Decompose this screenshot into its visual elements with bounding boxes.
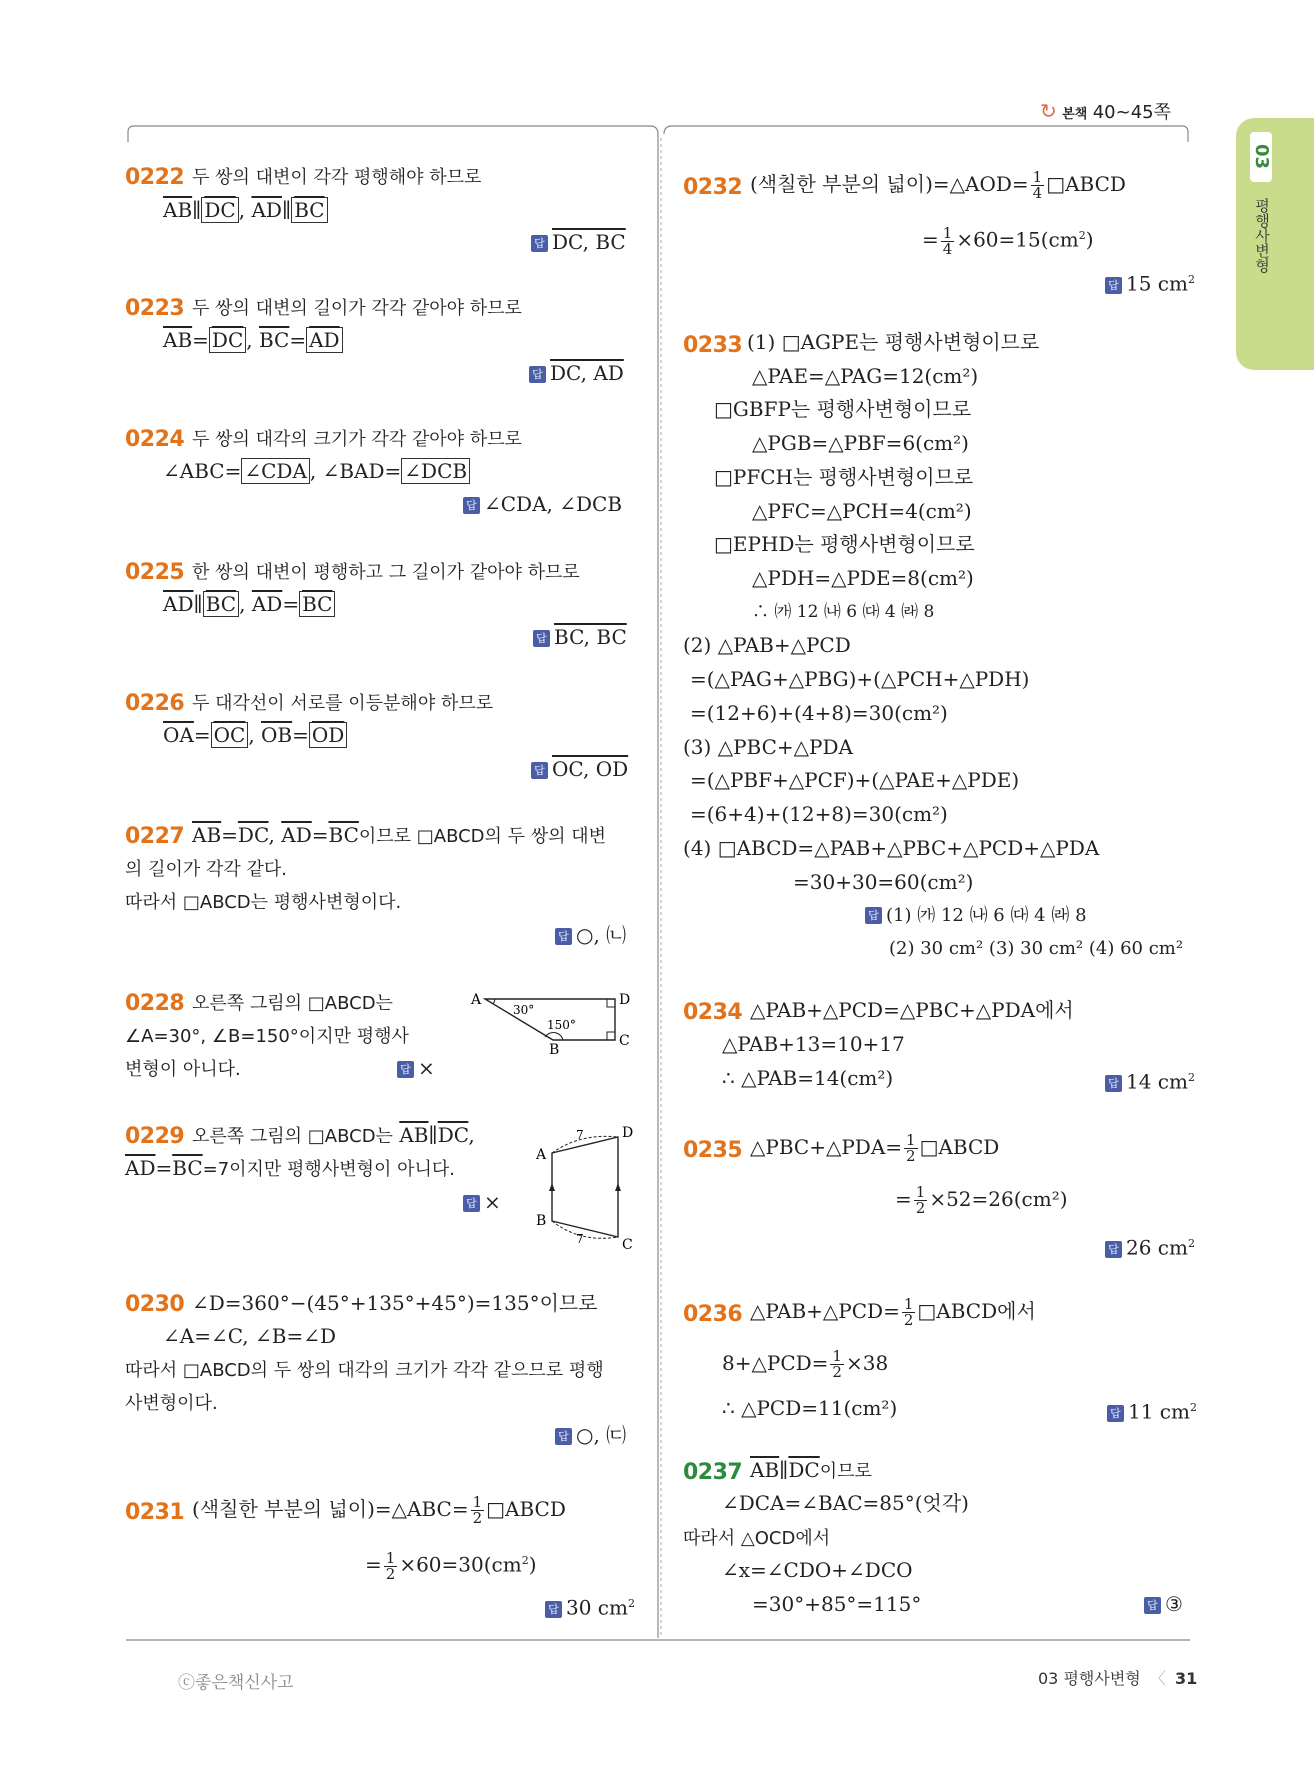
text-line: 따라서 □ABCD의 두 쌍의 대각의 크기가 각각 같으므로 평행 (125, 1360, 604, 1381)
answer-badge-icon: 답 (1105, 1075, 1122, 1092)
vertex-label: A (471, 992, 482, 1008)
text-line: ∠D=360°−(45°+135°+45°)=135°이므로 (192, 1291, 598, 1315)
problem-number: 0223 (125, 296, 185, 321)
text-line: 변형이 아니다. (125, 1059, 241, 1080)
text-line: 오른쪽 그림의 □ABCD는 (192, 1126, 393, 1147)
formula-line: $\overline{AB}= \overline{DC}$ , $\overline{BC}= \overline{AD}$ (163, 326, 343, 354)
text-line: (2) △PAB+△PCD (683, 633, 851, 657)
answer: 답 14 $cm^2$ (1105, 1064, 1195, 1096)
length-label: 7 (576, 1128, 584, 1142)
vertex-label: B (536, 1213, 547, 1229)
problem-number: 0235 (683, 1138, 743, 1163)
chapter-tab (1236, 118, 1314, 370)
answer: 답 ○, ㈂ (555, 1421, 626, 1449)
curved-arrow-icon: ↻ (1040, 99, 1057, 123)
answer: 답 × (463, 1188, 501, 1216)
problem-number: 0234 (683, 1000, 743, 1025)
text-line: △PAE=△PAG=12(cm²) (752, 364, 979, 388)
text-line: □EPHD는 평행사변형이므로 (714, 532, 975, 556)
vertex-label: C (622, 1237, 633, 1253)
text-line: (1) □AGPE는 평행사변형이므로 (747, 330, 1040, 354)
text-line: =30+30=60(cm²) (793, 870, 974, 894)
problem-number: 0227 (125, 824, 185, 849)
text-line: 오른쪽 그림의 □ABCD는 (192, 993, 393, 1014)
text-line: △PAB+△PCD= (750, 1299, 900, 1323)
vertex-label: B (549, 1042, 560, 1055)
text-line: =(6+4)+(12+8)=30(cm²) (690, 802, 948, 826)
footer-chapter: 03 평행사변형 〈 31 (1038, 1669, 1198, 1688)
answer-badge-icon: 답 (1144, 1597, 1161, 1614)
formula-line: $\overline{AD}\parallel$ $\overline{BC}$ , $\overline{AD}= \overline{BC}$ (163, 590, 335, 618)
problem-number: 0230 (125, 1292, 185, 1317)
answer-badge-icon: 답 (555, 1428, 572, 1445)
angle-label: 30° (513, 1003, 535, 1017)
text-line: =(12+6)+(4+8)=30(cm²) (690, 701, 948, 725)
vertex-label: D (622, 1125, 634, 1141)
text-line: △PAB+13=10+17 (722, 1032, 905, 1056)
text-line: 따라서 △OCD에서 (683, 1528, 831, 1549)
fraction: $\frac{1}{2}$ (906, 1131, 916, 1165)
problem-number: 0232 (683, 175, 743, 200)
text-line: ∠DCA=∠BAC=85°(엇각) (722, 1491, 969, 1515)
answer-badge-icon: 답 (531, 235, 548, 252)
text-line: 의 길이가 각각 같다. (125, 859, 287, 880)
figure-0228 (465, 985, 645, 1055)
page-number: 31 (1174, 1669, 1198, 1688)
answer-badge-icon: 답 (529, 366, 546, 383)
text-line: △PGB=△PBF=6(cm²) (752, 431, 969, 455)
text-line: 한 쌍의 대변이 평행하고 그 길이가 같아야 하므로 (192, 562, 580, 583)
publisher-mark: ⓒ좋은책신사고 (178, 1673, 294, 1693)
answer: 답 DC, AD (529, 359, 624, 387)
text-line: ×60=15(cm (956, 227, 1079, 252)
problem-number: 0233 (683, 333, 743, 358)
problem-number: 0222 (125, 165, 185, 190)
answer-badge-icon: 답 (545, 1601, 562, 1618)
text-line: (4) □ABCD=△PAB+△PBC+△PCD+△PDA (683, 836, 1100, 860)
answer-badge-icon: 답 (555, 928, 572, 945)
answer-badge-icon: 답 (1105, 277, 1122, 294)
length-label: 7 (576, 1232, 584, 1246)
answer-badge-icon: 답 (463, 497, 480, 514)
problem-number: 0224 (125, 427, 185, 452)
answer: 답 OC, OD (531, 755, 628, 783)
text-line: ∴ △PCD=11(cm²) (722, 1396, 898, 1420)
fraction: $\frac{1}{4}$ (942, 223, 953, 258)
fraction: $\frac{1}{2}$ (385, 1548, 396, 1583)
formula-line: $\overline{OA}= \overline{OC}$ , $\overline{OB}= \overline{OD}$ (163, 721, 347, 749)
answer-badge-icon: 답 (533, 630, 550, 647)
text-line: △PBC+△PDA= (750, 1135, 903, 1159)
formula-line: $\overline{AB}\parallel$ $\overline{DC}$ , $\overline{AD}\parallel$ $\overline{BC}$ (163, 196, 328, 224)
text-line: 따라서 □ABCD는 평행사변형이다. (125, 892, 402, 913)
formula-line: $\overline{AD}=\overline{BC}$ (125, 1156, 203, 1180)
problem-number: 0229 (125, 1124, 185, 1149)
vertex-label: A (536, 1147, 547, 1163)
answer: 답 DC, BC (531, 228, 626, 256)
fraction: $\frac{1}{2}$ (915, 1183, 926, 1217)
problem-number: 0228 (125, 991, 185, 1016)
text-line: □PFCH는 평행사변형이므로 (714, 465, 974, 489)
text-line: ∴ ㈎ 12 ㈏ 6 ㈐ 4 ㈑ 8 (752, 602, 935, 622)
answer: (2) 30 cm² (3) 30 cm² (4) 60 cm² (889, 938, 1184, 959)
figure-0229 (530, 1125, 640, 1255)
text-line: =(△PBF+△PCF)+(△PAE+△PDE) (690, 768, 1020, 792)
problem-number: 0231 (125, 1500, 185, 1525)
text-line: 8+△PCD= (722, 1351, 829, 1375)
answer: 답 15 $cm^2$ (1105, 266, 1195, 298)
page-range: 40~45쪽 (1092, 102, 1171, 123)
text-line: 이므로 □ABCD의 두 쌍의 대변 (358, 826, 607, 847)
chevron-left-icon: 〈 (1149, 1669, 1166, 1688)
vertex-label: D (619, 992, 631, 1008)
text-line: △PDH=△PDE=8(cm²) (752, 566, 974, 590)
answer-badge-icon: 답 (463, 1195, 480, 1212)
answer: 답 × (397, 1054, 435, 1082)
answer-badge-icon: 답 (531, 762, 548, 779)
text-line: 두 쌍의 대각의 크기가 각각 같아야 하므로 (192, 429, 522, 450)
formula-line: ∠ABC= ∠CDA , ∠BAD= ∠DCB (163, 457, 470, 485)
text-line: 두 대각선이 서로를 이등분해야 하므로 (192, 693, 494, 714)
problem-number: 0226 (125, 691, 185, 716)
fraction: $\frac{1}{4}$ (1032, 168, 1043, 202)
text-line: △PAB+△PCD=△PBC+△PDA에서 (750, 998, 1074, 1022)
answer: 답 ○, ㈁ (555, 921, 626, 949)
fraction: $\frac{1}{2}$ (832, 1347, 842, 1381)
fraction: $\frac{1}{2}$ (472, 1493, 483, 1527)
text-line: △PFC=△PCH=4(cm²) (752, 499, 972, 523)
text-line: =30°+85°=115° (752, 1592, 922, 1616)
answer: 답 ∠CDA, ∠DCB (463, 490, 622, 518)
answer-badge-icon: 답 (397, 1061, 414, 1078)
text-line: (색칠한 부분의 넓이)=△AOD= (750, 172, 1029, 196)
angle-label: 150° (547, 1018, 576, 1032)
text-line: 두 쌍의 대변이 각각 평행해야 하므로 (192, 167, 482, 188)
text-line: ×52=26(cm²) (929, 1187, 1068, 1211)
text-line: ∠x=∠CDO+∠DCO (722, 1558, 913, 1582)
text-line: □GBFP는 평행사변형이므로 (714, 397, 972, 421)
text-line: 이므로 (819, 1461, 872, 1482)
answer-badge-icon: 답 (1105, 1241, 1122, 1258)
formula-line: $\overline{AB}\parallel\overline{DC}$ (750, 1458, 820, 1482)
answer: 답 BC, BC (533, 623, 627, 651)
answer-badge-icon: 답 (865, 907, 882, 924)
chapter-number: 03 (1250, 132, 1272, 182)
book-reference: ↻ 본책 40~45쪽 (1040, 99, 1171, 123)
fraction: $\frac{1}{2}$ (903, 1295, 914, 1329)
chapter-title: 평행사변형 (1253, 198, 1271, 273)
text-line: ∠A=30°, ∠B=150°이지만 평행사 (125, 1026, 409, 1047)
text-line: (3) △PBC+△PDA (683, 735, 853, 759)
text-line: 두 쌍의 대변의 길이가 각각 같아야 하므로 (192, 298, 522, 319)
answer: 답 30 $cm^2$ (545, 1590, 635, 1622)
text-line: 사변형이다. (125, 1393, 218, 1414)
answer: 답 ③ (1144, 1590, 1183, 1618)
problem-number: 0225 (125, 560, 185, 585)
problem-number: 0237 (683, 1460, 743, 1485)
text-line: (색칠한 부분의 넓이)=△ABC= (192, 1497, 469, 1521)
answer: 답 (1) ㈎ 12 ㈏ 6 ㈐ 4 ㈑ 8 (865, 902, 1087, 930)
text-line: ×60=30(cm (399, 1552, 522, 1577)
answer: 답 26 $cm^2$ (1105, 1230, 1195, 1262)
text-line: ∠A=∠C, ∠B=∠D (163, 1324, 337, 1348)
text-line: =(△PAG+△PBG)+(△PCH+△PDH) (690, 667, 1030, 691)
text-line: ∴ △PAB=14(cm²) (722, 1066, 894, 1090)
formula-line: $\overline{AB}\parallel\overline{DC}$, (399, 1123, 475, 1147)
problem-number: 0236 (683, 1302, 743, 1327)
text-line: =7이지만 평행사변형이 아니다. (202, 1159, 455, 1180)
vertex-label: C (619, 1033, 630, 1049)
answer: 답 11 $cm^2$ (1107, 1394, 1197, 1426)
formula-line: $\overline{AB}=\overline{DC}$, $\overline{AD}=\overline{BC}$ (192, 823, 359, 847)
answer-badge-icon: 답 (1107, 1405, 1124, 1422)
